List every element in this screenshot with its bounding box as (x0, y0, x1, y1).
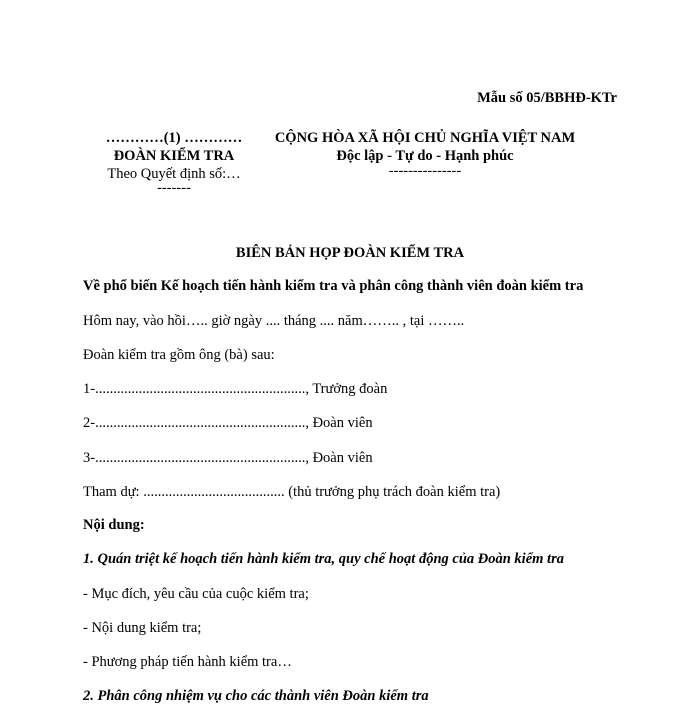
content-heading: Nội dung: (83, 517, 145, 533)
inspection-team-label: ĐOÀN KIỂM TRA (113, 148, 235, 164)
section-2-heading: 2. Phân công nhiệm vụ cho các thành viên Đoàn kiểm tra (83, 688, 429, 704)
member-line-1: 1-.........................................................., Trưởng đoàn (83, 381, 388, 397)
section-1-item: - Nội dung kiểm tra; (83, 620, 202, 636)
section-1-item: - Phương pháp tiến hành kiểm tra… (83, 654, 292, 670)
country-name: CỘNG HÒA XÃ HỘI CHỦ NGHĨA VIỆT NAM (274, 130, 576, 146)
member-line-2: 2-.........................................................., Đoàn viên (83, 415, 373, 431)
attendance-line: Tham dự: ....................................... (thủ trưởng phụ trách đoàn kiểm tra) (83, 484, 501, 500)
left-header-rule: ------- (157, 180, 191, 196)
decision-number: Theo Quyết định số:… (107, 166, 241, 182)
right-header-rule: --------------- (388, 163, 462, 179)
date-line: Hôm nay, vào hồi….. giờ ngày .... tháng .... năm…….. , tại …….. (83, 313, 465, 329)
national-motto: Độc lập - Tự do - Hạnh phúc (336, 148, 514, 164)
right-header (266, 130, 584, 180)
members-intro: Đoàn kiểm tra gồm ông (bà) sau: (83, 347, 275, 363)
document-title: BIÊN BẢN HỌP ĐOÀN KIỂM TRA (235, 245, 465, 261)
form-number: Mẫu số 05/BBHĐ-KTr (477, 90, 617, 106)
member-line-3: 3-.........................................................., Đoàn viên (83, 450, 373, 466)
section-1-item: - Mục đích, yêu cầu của cuộc kiểm tra; (83, 586, 309, 602)
document-subtitle: Về phổ biến Kế hoạch tiến hành kiểm tra và phân công thành viên đoàn kiểm tra (83, 278, 584, 294)
left-header (94, 130, 254, 197)
section-1-heading: 1. Quán triệt kế hoạch tiến hành kiểm tra, quy chế hoạt động của Đoàn kiểm tra (83, 551, 564, 567)
agency-placeholder: …………(1) ………… (105, 130, 243, 146)
